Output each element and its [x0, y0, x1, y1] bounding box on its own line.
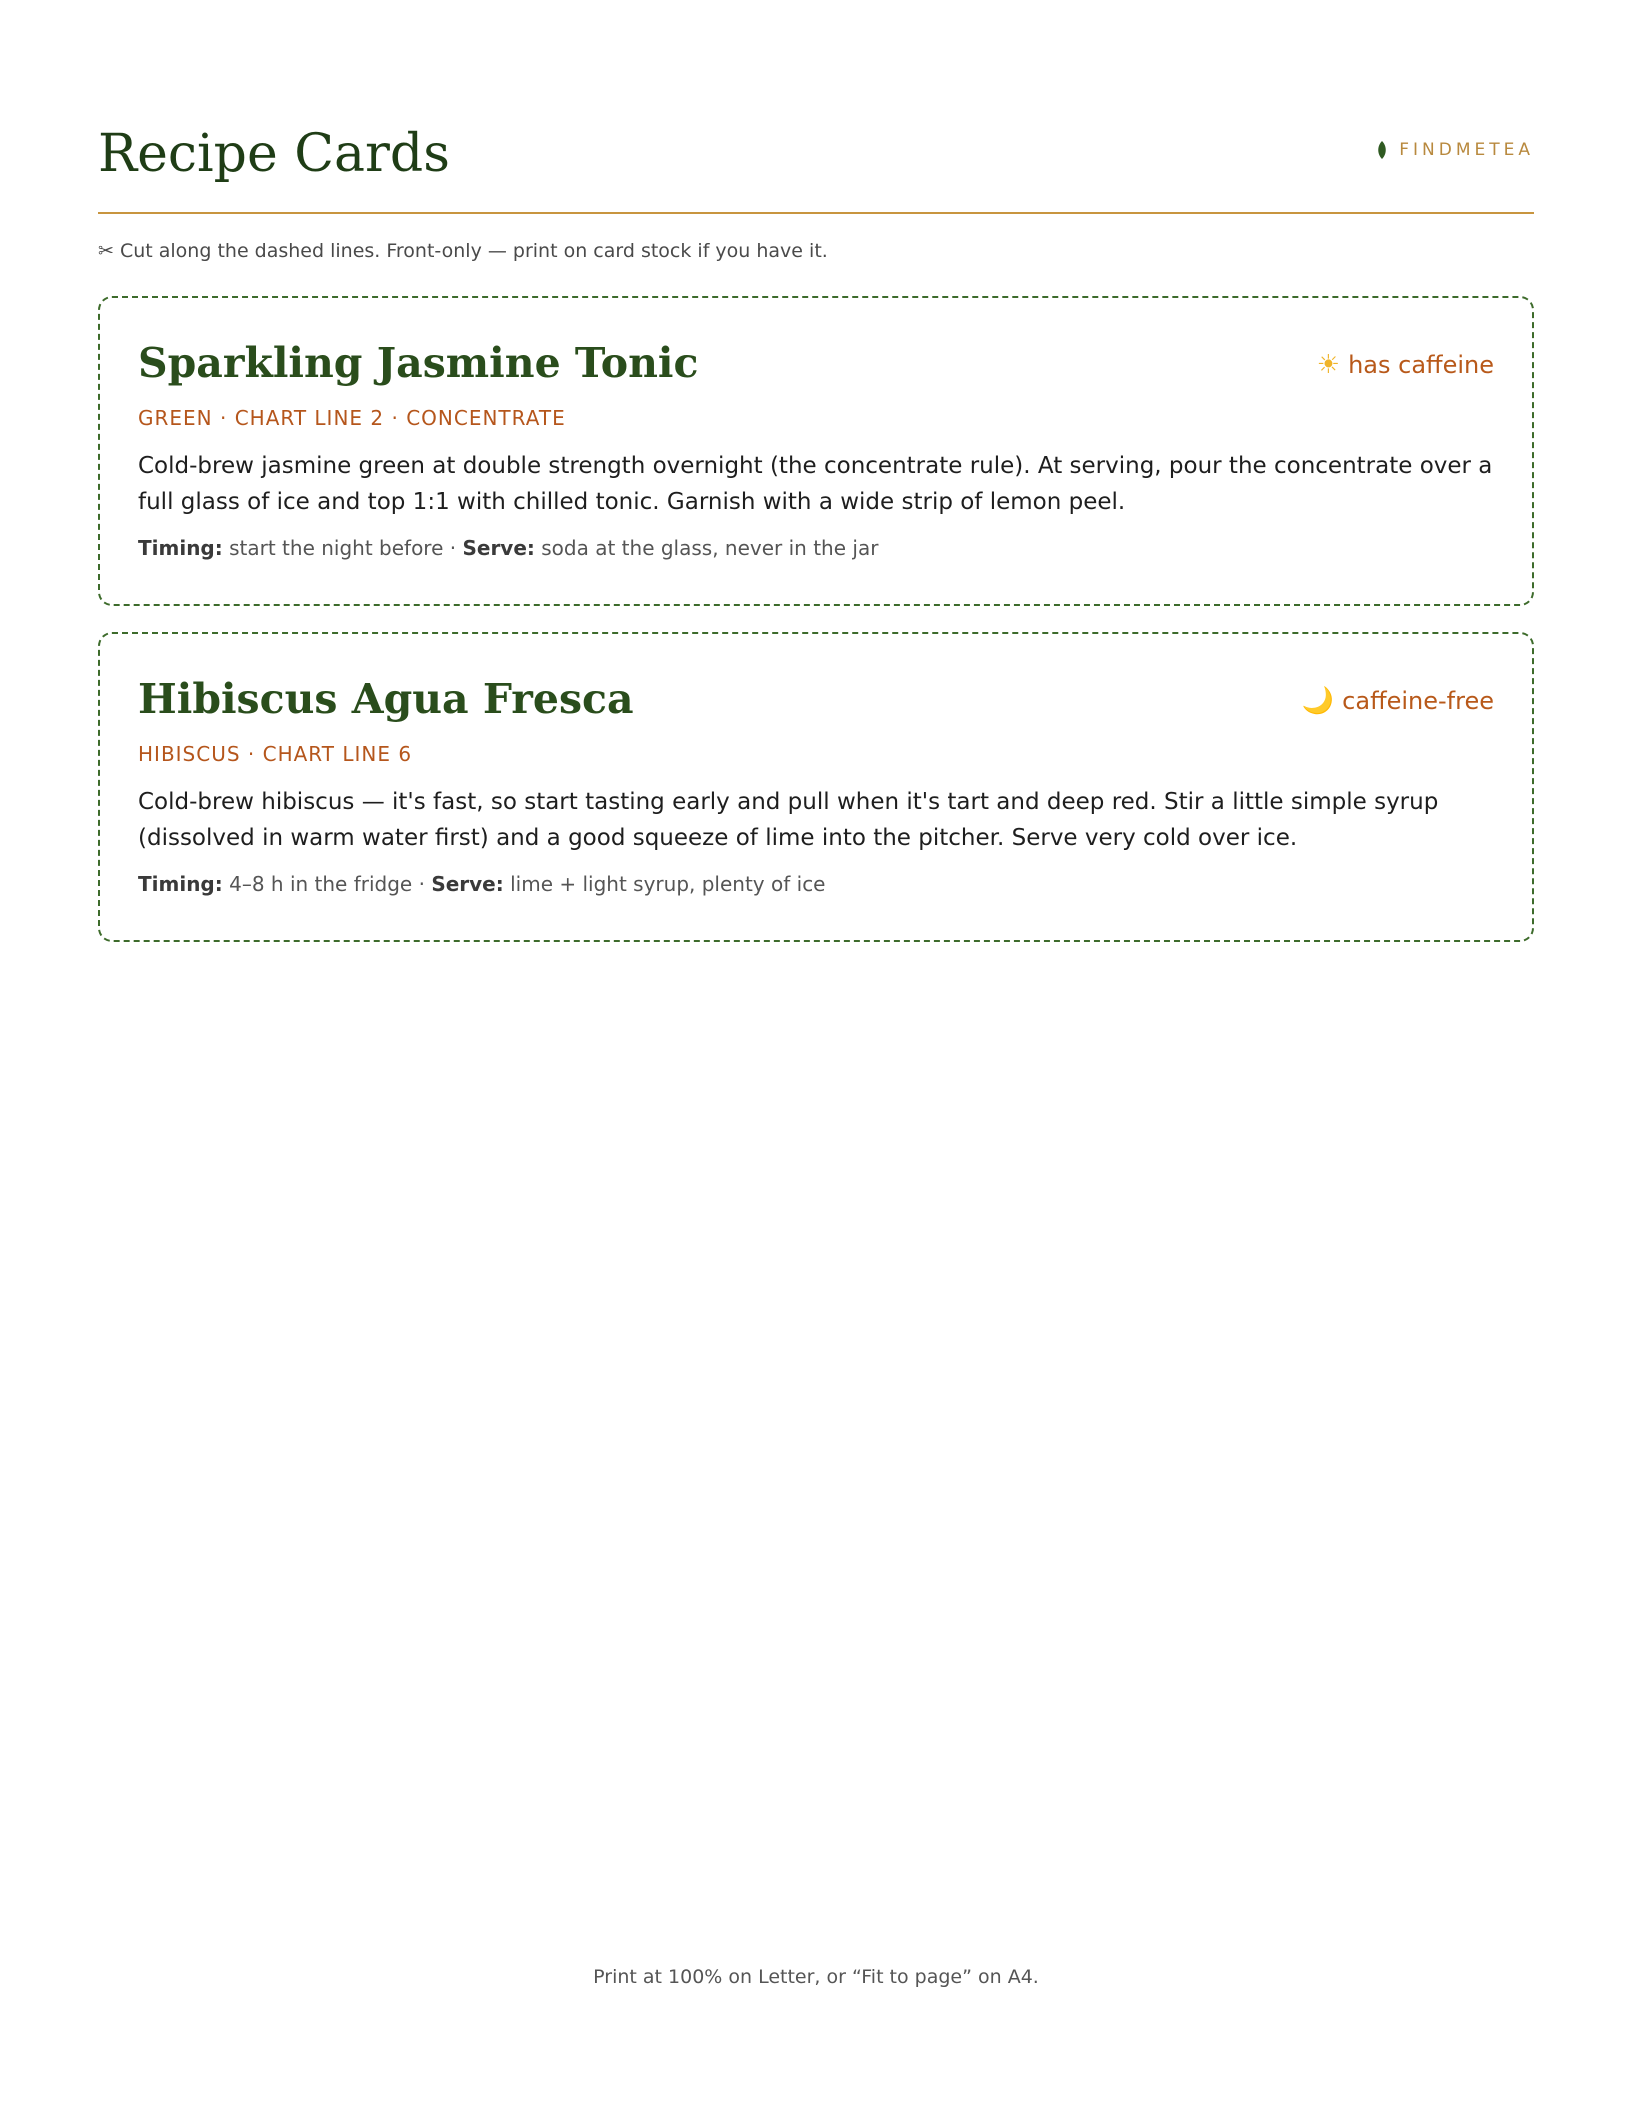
recipe-title: Sparkling Jasmine Tonic — [138, 339, 699, 387]
serve-label: Serve: — [462, 536, 535, 560]
brand-name: FINDMETEA — [1399, 140, 1534, 160]
recipe-title: Hibiscus Agua Fresca — [138, 675, 634, 723]
recipe-meta: GREEN · CHART LINE 2 · CONCENTRATE — [138, 406, 566, 430]
sun-icon: ☀ — [1316, 350, 1341, 380]
timing-value: 4–8 h in the fridge · — [222, 872, 432, 896]
timing-label: Timing: — [138, 536, 223, 560]
leaf-icon — [1375, 140, 1389, 160]
recipe-card — [98, 632, 1534, 942]
caffeine-label: has caffeine — [1348, 351, 1494, 379]
recipe-instructions: Cold-brew jasmine green at double strength overnight (the concentrate rule). At serving, pour the concentrate over a full glass of ice and top 1:1 with chilled tonic. Garnish with a wide strip of lemon peel. — [138, 453, 1493, 515]
serve-value: soda at the glass, never in the jar — [534, 536, 879, 560]
caffeine-label: caffeine-free — [1342, 687, 1494, 715]
brand — [1375, 140, 1534, 160]
recipe-footer — [138, 872, 1494, 896]
print-note: Print at 100% on Letter, or “Fit to page” on A4. — [593, 1966, 1039, 1988]
caffeine-badge — [1317, 350, 1494, 380]
serve-label: Serve: — [431, 872, 504, 896]
page-title: Recipe Cards — [98, 124, 450, 184]
caffeine-badge — [1302, 686, 1494, 716]
timing-value: start the night before · — [222, 536, 463, 560]
cut-instructions: ✂ Cut along the dashed lines. Front-only — print on card stock if you have it. — [98, 240, 828, 262]
recipe-card — [98, 296, 1534, 606]
recipe-meta: HIBISCUS · CHART LINE 6 — [138, 742, 413, 766]
timing-label: Timing: — [138, 872, 223, 896]
moon-icon: 🌙 — [1301, 686, 1335, 716]
recipe-instructions: Cold-brew hibiscus — it's fast, so start tasting early and pull when it's tart and deep red. Stir a little simple syrup (dissolved in warm water first) and a good squeeze of lime into the pitcher. Serve very cold over ice. — [138, 789, 1439, 851]
page-header — [98, 118, 1534, 214]
recipe-footer — [138, 536, 1494, 560]
serve-value: lime + light syrup, plenty of ice — [503, 872, 826, 896]
